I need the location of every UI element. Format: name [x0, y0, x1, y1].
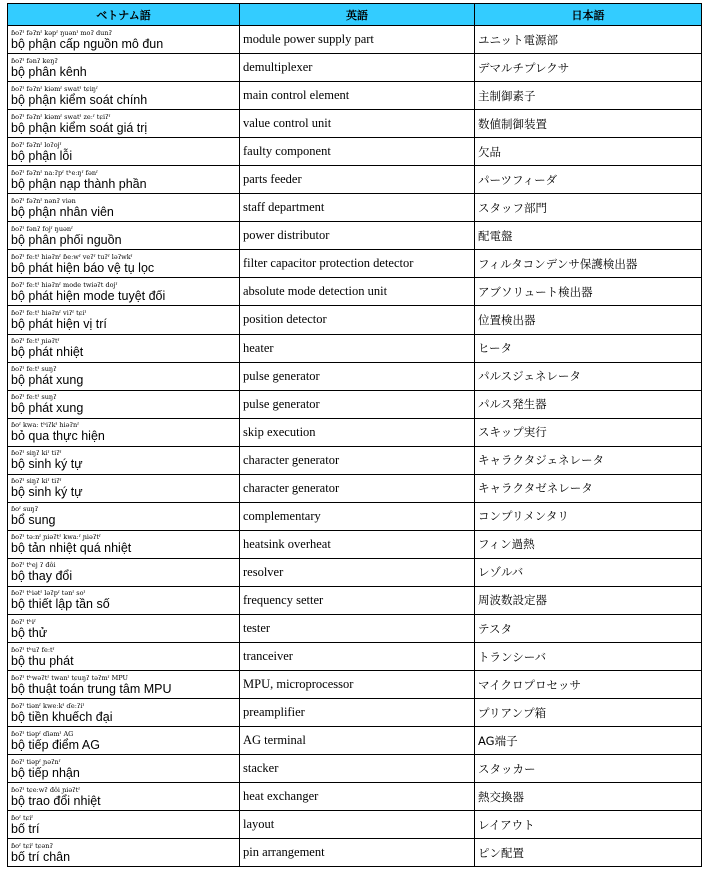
ipa-pronunciation: ɓoʔˀ tʰɨˀ	[11, 617, 36, 626]
vietnamese-term: bộ sinh ký tự	[11, 485, 83, 500]
vietnamese-term: bộ phận nạp thành phần	[11, 176, 147, 191]
english-term: layout	[240, 811, 475, 839]
japanese-term: アブソリュート検出器	[475, 278, 702, 306]
japanese-term: 位置検出器	[475, 306, 702, 334]
glossary-page	[7, 3, 701, 867]
ipa-pronunciation: ɓoʔˀ tiəpˀ ɲəʔnˀ	[11, 757, 61, 766]
table-row	[8, 699, 702, 727]
vietnamese-term: bộ tiền khuếch đại	[11, 709, 113, 724]
ipa-pronunciation: ɓoʔˀ fəʔnˀ naːʔpˀ tʰeːŋˀ fənˀ	[11, 168, 98, 177]
japanese-term: 数値制御装置	[475, 110, 702, 138]
ipa-pronunciation: ɓoʔˀ tʰwəʔtˀ twanˀ tɕuŋʔ təʔmˀ MPU	[11, 673, 128, 682]
vietnamese-cell	[8, 390, 240, 418]
vietnamese-cell	[8, 166, 240, 194]
japanese-term: パルスジェネレータ	[475, 362, 702, 390]
vietnamese-cell	[8, 839, 240, 867]
japanese-term: パルス発生器	[475, 390, 702, 418]
ipa-pronunciation: ɓoʔˀ siŋʔ kiˀ tiʔˀ	[11, 449, 62, 458]
vietnamese-cell	[8, 278, 240, 306]
japanese-term: トランシーバ	[475, 643, 702, 671]
english-term: absolute mode detection unit	[240, 278, 475, 306]
ipa-pronunciation: ɓoʔˀ tʰiətˀ ləʔpˀ tənˀ soˀ	[11, 589, 86, 598]
vietnamese-cell	[8, 755, 240, 783]
table-row	[8, 586, 702, 614]
vietnamese-term: bộ phát hiện báo vệ tụ lọc	[11, 260, 155, 275]
ipa-pronunciation: ɓoʔˀ feːtˀ hiəʔnˀ ɓeːwˀ veʔˀ tuʔˀ ləʔwkˀ	[11, 252, 133, 261]
table-row	[8, 26, 702, 54]
vietnamese-term: bổ sung	[11, 513, 56, 528]
glossary-table	[7, 3, 702, 867]
vietnamese-term: bộ thu phát	[11, 653, 74, 668]
japanese-term: レイアウト	[475, 811, 702, 839]
japanese-term: 欠品	[475, 138, 702, 166]
vietnamese-term: bố trí chân	[11, 849, 71, 864]
vietnamese-cell	[8, 811, 240, 839]
vietnamese-cell	[8, 614, 240, 642]
ipa-pronunciation: ɓoʔˀ tʰej ʔ đôi	[11, 561, 56, 570]
ipa-pronunciation: ɓoˀ kwaː tʰiʔkˀ hiəʔnˀ	[11, 421, 80, 430]
ipa-pronunciation: ɓoˀ tɕiˀ tɕənʔ	[11, 841, 53, 850]
table-row	[8, 306, 702, 334]
vietnamese-term: bộ phân phối nguồn	[11, 232, 122, 247]
ipa-pronunciation: ɓoʔˀ təːnˀ ɲiəʔtˀ kwaːˀ ɲiəʔtˀ	[11, 533, 101, 542]
vietnamese-cell	[8, 138, 240, 166]
ipa-pronunciation: ɓoʔˀ tiənˀ kweːkˀ ɗeːʔiˀ	[11, 701, 85, 710]
japanese-term: キャラクタジェネレータ	[475, 446, 702, 474]
vietnamese-cell	[8, 727, 240, 755]
table-row	[8, 362, 702, 390]
vietnamese-cell	[8, 586, 240, 614]
english-term: AG terminal	[240, 727, 475, 755]
vietnamese-cell	[8, 699, 240, 727]
vietnamese-term: bộ tản nhiệt quá nhiệt	[11, 541, 132, 556]
table-row	[8, 755, 702, 783]
table-row	[8, 671, 702, 699]
vietnamese-term: bộ thiết lập tần số	[11, 597, 110, 612]
japanese-term: AG端子	[475, 727, 702, 755]
vietnamese-term: bộ phân kênh	[11, 64, 87, 79]
japanese-term: コンプリメンタリ	[475, 502, 702, 530]
english-term: pulse generator	[240, 362, 475, 390]
english-term: complementary	[240, 502, 475, 530]
japanese-term: 主制御素子	[475, 82, 702, 110]
vietnamese-term: bộ thay đổi	[11, 569, 73, 584]
ipa-pronunciation: ɓoʔˀ tɕeːwʔ đôi ɲiəʔtˀ	[11, 785, 81, 794]
english-term: faulty component	[240, 138, 475, 166]
japanese-term: スタッフ部門	[475, 194, 702, 222]
vietnamese-term: bộ phận kiểm soát chính	[11, 92, 148, 107]
vietnamese-cell	[8, 671, 240, 699]
ipa-pronunciation: ɓoʔˀ tiəpˀ ɗiəmˀ AG	[11, 729, 74, 738]
table-row	[8, 222, 702, 250]
ipa-pronunciation: ɓoʔˀ feːtˀ suŋʔ	[11, 393, 57, 402]
vietnamese-cell	[8, 362, 240, 390]
vietnamese-term: bộ phát xung	[11, 401, 84, 416]
english-term: tranceiver	[240, 643, 475, 671]
ipa-pronunciation: ɓoʔˀ fənʔ keŋʔ	[11, 56, 58, 65]
vietnamese-term: bố trí	[11, 821, 40, 836]
ipa-pronunciation: ɓoʔˀ fəʔnˀ kəpˀ ŋuənˀ moʔ dunʔ	[11, 28, 113, 37]
japanese-term: フィルタコンデンサ保護検出器	[475, 250, 702, 278]
vietnamese-cell	[8, 82, 240, 110]
table-row	[8, 278, 702, 306]
header-english: 英語	[240, 4, 475, 26]
japanese-term: パーツフィーダ	[475, 166, 702, 194]
vietnamese-cell	[8, 110, 240, 138]
table-body	[8, 26, 702, 867]
english-term: demultiplexer	[240, 54, 475, 82]
ipa-pronunciation: ɓoʔˀ feːtˀ hiəʔnˀ viʔˀ tɕiˀ	[11, 308, 87, 317]
japanese-term: スキップ実行	[475, 418, 702, 446]
table-row	[8, 110, 702, 138]
ipa-pronunciation: ɓoʔˀ fəʔnˀ nənʔ viən	[11, 196, 76, 205]
ipa-pronunciation: ɓoˀ tɕiˀ	[11, 813, 34, 822]
english-term: character generator	[240, 474, 475, 502]
vietnamese-term: bộ phận kiểm soát giá trị	[11, 120, 148, 135]
table-row	[8, 839, 702, 867]
english-term: heat exchanger	[240, 783, 475, 811]
japanese-term: ユニット電源部	[475, 26, 702, 54]
english-term: preamplifier	[240, 699, 475, 727]
vietnamese-cell	[8, 530, 240, 558]
ipa-pronunciation: ɓoʔˀ feːtˀ suŋʔ	[11, 365, 57, 374]
english-term: frequency setter	[240, 586, 475, 614]
vietnamese-cell	[8, 26, 240, 54]
ipa-pronunciation: ɓoʔˀ siŋʔ kiˀ tiʔˀ	[11, 477, 62, 486]
english-term: main control element	[240, 82, 475, 110]
header-vietnamese: ベトナム語	[8, 4, 240, 26]
japanese-term: スタッカー	[475, 755, 702, 783]
header-japanese: 日本語	[475, 4, 702, 26]
english-term: staff department	[240, 194, 475, 222]
ipa-pronunciation: ɓoʔˀ feːtˀ hiəʔnˀ mode twiəʔt dojˀ	[11, 280, 118, 289]
japanese-term: 熱交換器	[475, 783, 702, 811]
english-term: pin arrangement	[240, 839, 475, 867]
japanese-term: デマルチプレクサ	[475, 54, 702, 82]
english-term: tester	[240, 614, 475, 642]
vietnamese-cell	[8, 502, 240, 530]
table-row	[8, 82, 702, 110]
table-row	[8, 811, 702, 839]
japanese-term: ヒータ	[475, 334, 702, 362]
english-term: heatsink overheat	[240, 530, 475, 558]
japanese-term: プリアンプ箱	[475, 699, 702, 727]
table-row	[8, 558, 702, 586]
english-term: heater	[240, 334, 475, 362]
japanese-term: マイクロプロセッサ	[475, 671, 702, 699]
english-term: value control unit	[240, 110, 475, 138]
english-term: module power supply part	[240, 26, 475, 54]
vietnamese-term: bộ tiếp nhận	[11, 765, 80, 780]
table-row	[8, 474, 702, 502]
header-row	[8, 4, 702, 26]
vietnamese-term: bộ tiếp điểm AG	[11, 737, 100, 752]
table-row	[8, 530, 702, 558]
japanese-term: 配電盤	[475, 222, 702, 250]
table-row	[8, 334, 702, 362]
vietnamese-cell	[8, 54, 240, 82]
vietnamese-cell	[8, 194, 240, 222]
vietnamese-cell	[8, 418, 240, 446]
japanese-term: フィン過熱	[475, 530, 702, 558]
table-row	[8, 250, 702, 278]
vietnamese-cell	[8, 474, 240, 502]
vietnamese-cell	[8, 222, 240, 250]
vietnamese-term: bộ trao đổi nhiệt	[11, 793, 101, 808]
english-term: MPU, microprocessor	[240, 671, 475, 699]
table-row	[8, 783, 702, 811]
vietnamese-term: bộ thuật toán trung tâm MPU	[11, 681, 172, 696]
japanese-term: レゾルバ	[475, 558, 702, 586]
english-term: stacker	[240, 755, 475, 783]
ipa-pronunciation: ɓoʔˀ tʰuʔ feːtˀ	[11, 645, 55, 654]
vietnamese-cell	[8, 783, 240, 811]
vietnamese-term: bộ phát xung	[11, 373, 84, 388]
table-row	[8, 54, 702, 82]
table-row	[8, 390, 702, 418]
ipa-pronunciation: ɓoʔˀ fəʔnˀ loʔojˀ	[11, 140, 62, 149]
vietnamese-term: bộ sinh ký tự	[11, 457, 83, 472]
table-row	[8, 502, 702, 530]
japanese-term: テスタ	[475, 614, 702, 642]
vietnamese-cell	[8, 334, 240, 362]
vietnamese-term: bộ phát hiện vị trí	[11, 316, 107, 331]
vietnamese-cell	[8, 558, 240, 586]
ipa-pronunciation: ɓoʔˀ fəʔnˀ kiəmˀ swatˀ zeːˀ tɕiʔˀ	[11, 112, 111, 121]
table-row	[8, 614, 702, 642]
vietnamese-cell	[8, 446, 240, 474]
vietnamese-cell	[8, 250, 240, 278]
english-term: resolver	[240, 558, 475, 586]
japanese-term: ピン配置	[475, 839, 702, 867]
english-term: pulse generator	[240, 390, 475, 418]
english-term: character generator	[240, 446, 475, 474]
english-term: parts feeder	[240, 166, 475, 194]
english-term: power distributor	[240, 222, 475, 250]
vietnamese-term: bộ phận nhân viên	[11, 204, 114, 219]
table-row	[8, 446, 702, 474]
ipa-pronunciation: ɓoˀ suŋʔ	[11, 505, 39, 514]
ipa-pronunciation: ɓoʔˀ fənʔ fojˀ ŋuənˀ	[11, 224, 73, 233]
japanese-term: キャラクタゼネレータ	[475, 474, 702, 502]
table-row	[8, 727, 702, 755]
table-row	[8, 643, 702, 671]
table-header	[8, 4, 702, 26]
vietnamese-term: bộ phận lỗi	[11, 148, 73, 163]
vietnamese-term: bộ phát nhiệt	[11, 345, 84, 360]
english-term: position detector	[240, 306, 475, 334]
vietnamese-term: bộ phận cấp nguồn mô đun	[11, 36, 164, 51]
english-term: filter capacitor protection detector	[240, 250, 475, 278]
table-row	[8, 194, 702, 222]
ipa-pronunciation: ɓoʔˀ feːtˀ ɲiəʔtˀ	[11, 337, 60, 346]
english-term: skip execution	[240, 418, 475, 446]
vietnamese-term: bỏ qua thực hiện	[11, 429, 105, 444]
vietnamese-term: bộ thử	[11, 625, 48, 640]
vietnamese-cell	[8, 306, 240, 334]
table-row	[8, 418, 702, 446]
japanese-term: 周波数設定器	[475, 586, 702, 614]
table-row	[8, 138, 702, 166]
ipa-pronunciation: ɓoʔˀ fəʔnˀ kiəmˀ swatˀ tɕiŋˀ	[11, 84, 98, 93]
vietnamese-term: bộ phát hiện mode tuyệt đối	[11, 288, 166, 303]
table-row	[8, 166, 702, 194]
vietnamese-cell	[8, 643, 240, 671]
